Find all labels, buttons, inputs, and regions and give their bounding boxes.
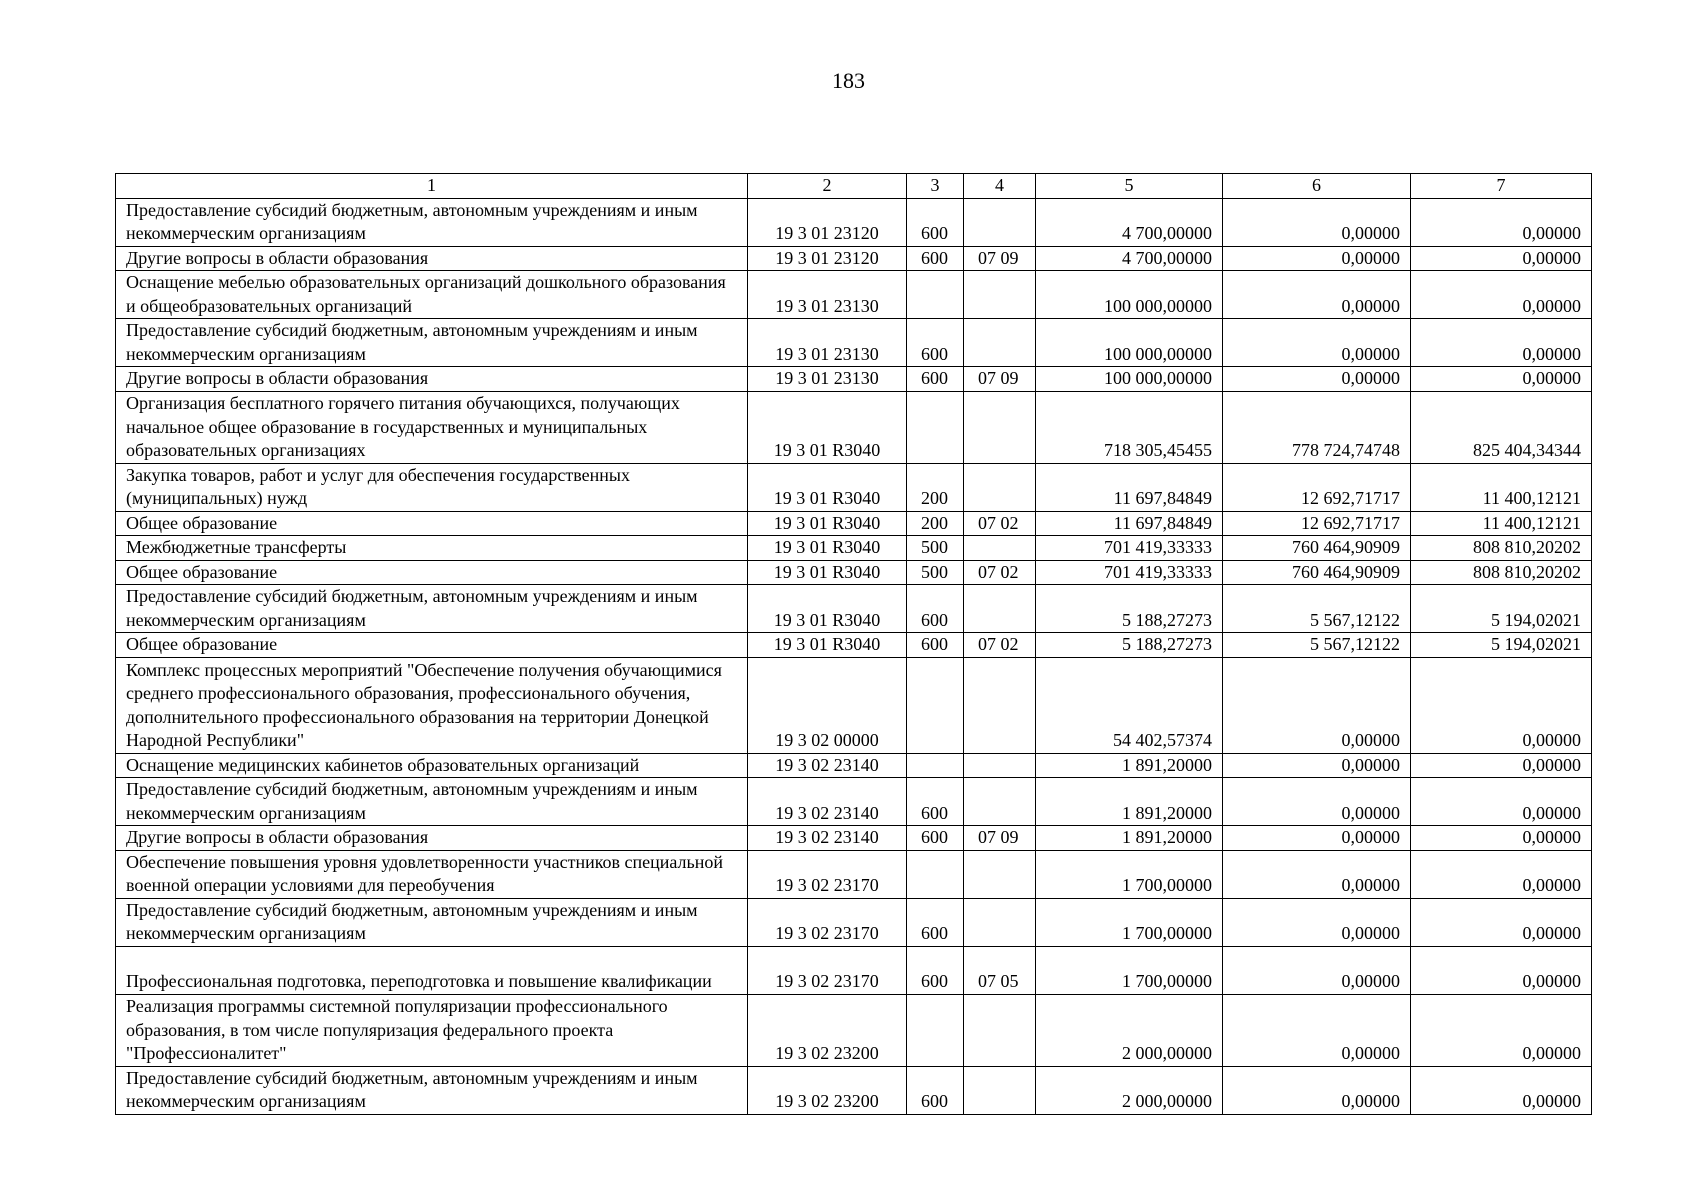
- cell-section: [964, 753, 1036, 778]
- table-row: [116, 826, 1592, 851]
- header-cell: 5: [1036, 174, 1223, 199]
- cell-program-code: 19 3 02 23170: [748, 850, 907, 898]
- cell-amount-col7: 0,00000: [1411, 367, 1592, 392]
- cell-amount-col7: 0,00000: [1411, 850, 1592, 898]
- cell-amount-col5: 718 305,45455: [1036, 391, 1223, 463]
- table-row: [116, 657, 1592, 753]
- cell-name: Общее образование: [116, 511, 748, 536]
- cell-amount-col7: 0,00000: [1411, 826, 1592, 851]
- cell-program-code: 19 3 02 23200: [748, 1066, 907, 1114]
- cell-name: Другие вопросы в области образования: [116, 826, 748, 851]
- table-row: [116, 246, 1592, 271]
- cell-name: Межбюджетные трансферты: [116, 536, 748, 561]
- cell-section: [964, 319, 1036, 367]
- cell-section: 07 09: [964, 826, 1036, 851]
- table-body: [116, 174, 1592, 1115]
- cell-name: Обеспечение повышения уровня удовлетворенности участников специальной военной операции условиями для переобучения: [116, 850, 748, 898]
- cell-expense-type: 600: [907, 778, 964, 826]
- cell-name: Предоставление субсидий бюджетным, автономным учреждениям и иным некоммерческим организациям: [116, 319, 748, 367]
- cell-program-code: 19 3 02 23140: [748, 826, 907, 851]
- cell-amount-col7: 11 400,12121: [1411, 463, 1592, 511]
- cell-program-code: 19 3 01 R3040: [748, 463, 907, 511]
- cell-amount-col5: 100 000,00000: [1036, 319, 1223, 367]
- cell-section: [964, 898, 1036, 946]
- cell-name: Оснащение мебелью образовательных организаций дошкольного образования и общеобразовательных организаций: [116, 271, 748, 319]
- cell-name: Предоставление субсидий бюджетным, автономным учреждениям и иным некоммерческим организациям: [116, 1066, 748, 1114]
- cell-amount-col6: 12 692,71717: [1223, 463, 1411, 511]
- header-cell: 2: [748, 174, 907, 199]
- cell-section: [964, 657, 1036, 753]
- header-cell: 6: [1223, 174, 1411, 199]
- cell-expense-type: 500: [907, 536, 964, 561]
- cell-expense-type: [907, 391, 964, 463]
- cell-expense-type: [907, 753, 964, 778]
- header-cell: 4: [964, 174, 1036, 199]
- cell-amount-col5: 11 697,84849: [1036, 463, 1223, 511]
- cell-section: 07 05: [964, 946, 1036, 994]
- cell-amount-col7: 825 404,34344: [1411, 391, 1592, 463]
- cell-amount-col6: 0,00000: [1223, 367, 1411, 392]
- cell-amount-col7: 5 194,02021: [1411, 585, 1592, 633]
- cell-program-code: 19 3 02 23170: [748, 898, 907, 946]
- cell-amount-col5: 100 000,00000: [1036, 271, 1223, 319]
- cell-program-code: 19 3 02 00000: [748, 657, 907, 753]
- cell-amount-col6: 5 567,12122: [1223, 633, 1411, 658]
- cell-amount-col6: 0,00000: [1223, 198, 1411, 246]
- cell-amount-col6: 0,00000: [1223, 319, 1411, 367]
- cell-program-code: 19 3 02 23140: [748, 778, 907, 826]
- cell-expense-type: 200: [907, 511, 964, 536]
- table-row: [116, 946, 1592, 994]
- cell-amount-col6: 0,00000: [1223, 246, 1411, 271]
- cell-expense-type: 200: [907, 463, 964, 511]
- cell-section: [964, 778, 1036, 826]
- cell-amount-col6: 0,00000: [1223, 826, 1411, 851]
- cell-section: 07 09: [964, 367, 1036, 392]
- cell-amount-col5: 11 697,84849: [1036, 511, 1223, 536]
- cell-amount-col7: 808 810,20202: [1411, 560, 1592, 585]
- cell-expense-type: [907, 994, 964, 1066]
- cell-program-code: 19 3 01 R3040: [748, 585, 907, 633]
- cell-name: Профессиональная подготовка, переподготовка и повышение квалификации: [116, 946, 748, 994]
- cell-section: [964, 198, 1036, 246]
- table-row: [116, 994, 1592, 1066]
- table-row: [116, 1066, 1592, 1114]
- cell-name: Закупка товаров, работ и услуг для обеспечения государственных (муниципальных) нужд: [116, 463, 748, 511]
- cell-section: 07 02: [964, 560, 1036, 585]
- table-row: [116, 898, 1592, 946]
- table-row: [116, 850, 1592, 898]
- cell-expense-type: 600: [907, 367, 964, 392]
- table-row: [116, 536, 1592, 561]
- cell-amount-col7: 0,00000: [1411, 898, 1592, 946]
- page-number: 183: [832, 68, 865, 93]
- cell-amount-col6: 12 692,71717: [1223, 511, 1411, 536]
- cell-section: [964, 994, 1036, 1066]
- cell-program-code: 19 3 01 23120: [748, 246, 907, 271]
- cell-section: 07 09: [964, 246, 1036, 271]
- table-row: [116, 753, 1592, 778]
- cell-amount-col7: 0,00000: [1411, 246, 1592, 271]
- cell-amount-col7: 0,00000: [1411, 657, 1592, 753]
- cell-program-code: 19 3 01 23130: [748, 271, 907, 319]
- budget-table: [115, 173, 1592, 1115]
- cell-section: [964, 391, 1036, 463]
- cell-amount-col6: 0,00000: [1223, 946, 1411, 994]
- cell-section: [964, 850, 1036, 898]
- cell-name: Реализация программы системной популяризации профессионального образования, в том числе популяризация федерального проекта "Профессионалитет": [116, 994, 748, 1066]
- cell-expense-type: [907, 271, 964, 319]
- cell-expense-type: 600: [907, 585, 964, 633]
- table-row: [116, 319, 1592, 367]
- cell-expense-type: 600: [907, 1066, 964, 1114]
- cell-name: Предоставление субсидий бюджетным, автономным учреждениям и иным некоммерческим организациям: [116, 898, 748, 946]
- table-row: [116, 560, 1592, 585]
- cell-expense-type: 600: [907, 633, 964, 658]
- cell-section: [964, 271, 1036, 319]
- cell-section: [964, 1066, 1036, 1114]
- cell-amount-col5: 1 700,00000: [1036, 946, 1223, 994]
- cell-amount-col7: 0,00000: [1411, 198, 1592, 246]
- cell-amount-col5: 4 700,00000: [1036, 198, 1223, 246]
- cell-amount-col6: 0,00000: [1223, 898, 1411, 946]
- cell-program-code: 19 3 01 R3040: [748, 511, 907, 536]
- cell-expense-type: [907, 850, 964, 898]
- table-row: [116, 198, 1592, 246]
- cell-amount-col6: 0,00000: [1223, 657, 1411, 753]
- cell-expense-type: 600: [907, 826, 964, 851]
- cell-section: [964, 536, 1036, 561]
- cell-name: Предоставление субсидий бюджетным, автономным учреждениям и иным некоммерческим организациям: [116, 585, 748, 633]
- cell-amount-col5: 4 700,00000: [1036, 246, 1223, 271]
- cell-amount-col5: 1 700,00000: [1036, 850, 1223, 898]
- cell-program-code: 19 3 01 23120: [748, 198, 907, 246]
- cell-name: Общее образование: [116, 560, 748, 585]
- cell-amount-col5: 1 891,20000: [1036, 826, 1223, 851]
- cell-name: Другие вопросы в области образования: [116, 246, 748, 271]
- cell-program-code: 19 3 01 R3040: [748, 536, 907, 561]
- cell-section: [964, 463, 1036, 511]
- cell-expense-type: 600: [907, 198, 964, 246]
- cell-amount-col5: 54 402,57374: [1036, 657, 1223, 753]
- table-row: [116, 778, 1592, 826]
- table-row: [116, 463, 1592, 511]
- cell-amount-col7: 808 810,20202: [1411, 536, 1592, 561]
- cell-section: 07 02: [964, 511, 1036, 536]
- cell-amount-col6: 0,00000: [1223, 1066, 1411, 1114]
- cell-name: Комплекс процессных мероприятий "Обеспечение получения обучающимися среднего профессионального образования, профессионального обучения, дополнительного профессионального образования на территории Донецкой Народной Республики": [116, 657, 748, 753]
- header-cell: 1: [116, 174, 748, 199]
- cell-amount-col6: 760 464,90909: [1223, 536, 1411, 561]
- cell-amount-col5: 2 000,00000: [1036, 1066, 1223, 1114]
- cell-amount-col7: 0,00000: [1411, 946, 1592, 994]
- cell-amount-col5: 2 000,00000: [1036, 994, 1223, 1066]
- cell-name: Общее образование: [116, 633, 748, 658]
- table-row: [116, 511, 1592, 536]
- cell-amount-col6: 0,00000: [1223, 271, 1411, 319]
- cell-amount-col5: 701 419,33333: [1036, 536, 1223, 561]
- cell-name: Предоставление субсидий бюджетным, автономным учреждениям и иным некоммерческим организациям: [116, 198, 748, 246]
- cell-amount-col5: 1 891,20000: [1036, 753, 1223, 778]
- cell-program-code: 19 3 01 R3040: [748, 560, 907, 585]
- cell-amount-col5: 1 700,00000: [1036, 898, 1223, 946]
- cell-amount-col6: 0,00000: [1223, 850, 1411, 898]
- cell-amount-col5: 100 000,00000: [1036, 367, 1223, 392]
- cell-name: Организация бесплатного горячего питания обучающихся, получающих начальное общее образование в государственных и муниципальных образовательных организациях: [116, 391, 748, 463]
- table-header-row: [116, 174, 1592, 199]
- cell-expense-type: 600: [907, 946, 964, 994]
- cell-name: Предоставление субсидий бюджетным, автономным учреждениям и иным некоммерческим организациям: [116, 778, 748, 826]
- cell-amount-col5: 5 188,27273: [1036, 585, 1223, 633]
- cell-amount-col5: 1 891,20000: [1036, 778, 1223, 826]
- cell-amount-col7: 0,00000: [1411, 1066, 1592, 1114]
- cell-program-code: 19 3 02 23200: [748, 994, 907, 1066]
- cell-section: [964, 585, 1036, 633]
- cell-name: Оснащение медицинских кабинетов образовательных организаций: [116, 753, 748, 778]
- header-cell: 7: [1411, 174, 1592, 199]
- table-row: [116, 633, 1592, 658]
- table-row: [116, 271, 1592, 319]
- cell-amount-col5: 701 419,33333: [1036, 560, 1223, 585]
- cell-program-code: 19 3 01 23130: [748, 367, 907, 392]
- table-row: [116, 391, 1592, 463]
- cell-expense-type: 600: [907, 898, 964, 946]
- cell-amount-col6: 0,00000: [1223, 753, 1411, 778]
- cell-expense-type: 500: [907, 560, 964, 585]
- cell-amount-col7: 0,00000: [1411, 319, 1592, 367]
- cell-program-code: 19 3 02 23140: [748, 753, 907, 778]
- cell-amount-col6: 778 724,74748: [1223, 391, 1411, 463]
- cell-amount-col5: 5 188,27273: [1036, 633, 1223, 658]
- cell-amount-col6: 0,00000: [1223, 994, 1411, 1066]
- cell-expense-type: 600: [907, 319, 964, 367]
- cell-name: Другие вопросы в области образования: [116, 367, 748, 392]
- cell-section: 07 02: [964, 633, 1036, 658]
- cell-amount-col7: 0,00000: [1411, 994, 1592, 1066]
- table-row: [116, 367, 1592, 392]
- cell-amount-col7: 0,00000: [1411, 753, 1592, 778]
- cell-amount-col7: 0,00000: [1411, 271, 1592, 319]
- cell-expense-type: 600: [907, 246, 964, 271]
- table-row: [116, 585, 1592, 633]
- cell-amount-col6: 0,00000: [1223, 778, 1411, 826]
- header-cell: 3: [907, 174, 964, 199]
- cell-program-code: 19 3 01 R3040: [748, 633, 907, 658]
- cell-amount-col6: 760 464,90909: [1223, 560, 1411, 585]
- cell-expense-type: [907, 657, 964, 753]
- cell-amount-col7: 0,00000: [1411, 778, 1592, 826]
- cell-amount-col7: 11 400,12121: [1411, 511, 1592, 536]
- cell-amount-col7: 5 194,02021: [1411, 633, 1592, 658]
- cell-program-code: 19 3 01 R3040: [748, 391, 907, 463]
- cell-program-code: 19 3 01 23130: [748, 319, 907, 367]
- cell-program-code: 19 3 02 23170: [748, 946, 907, 994]
- cell-amount-col6: 5 567,12122: [1223, 585, 1411, 633]
